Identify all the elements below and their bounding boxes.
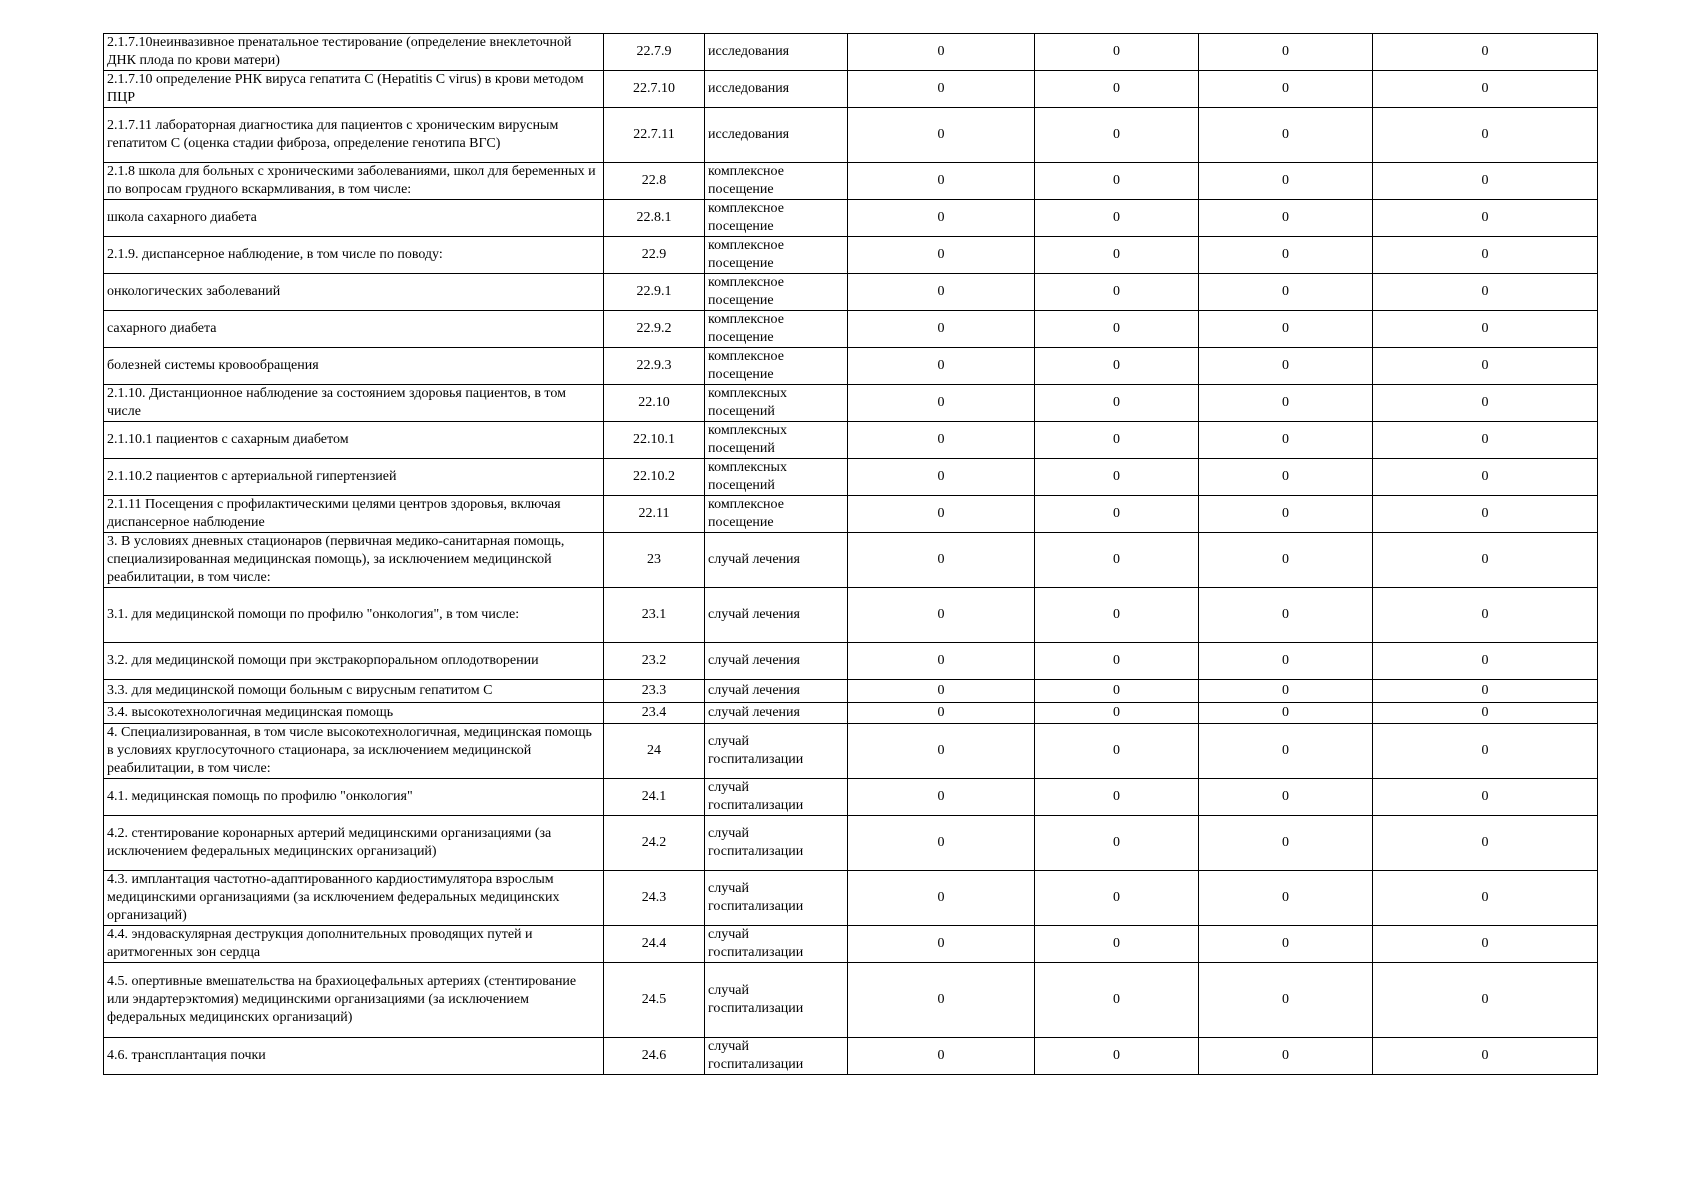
table-row xyxy=(104,779,1598,816)
value-cell: 0 xyxy=(1035,1038,1199,1075)
row-code-cell: 22.7.10 xyxy=(604,71,705,108)
row-code-cell: 22.9.1 xyxy=(604,274,705,311)
value-cell: 0 xyxy=(1373,311,1598,348)
value-cell: 0 xyxy=(1199,108,1373,163)
value-cell: 0 xyxy=(1035,200,1199,237)
value-cell: 0 xyxy=(848,588,1035,643)
unit-cell: случай лечения xyxy=(705,703,848,724)
value-cell: 0 xyxy=(848,533,1035,588)
value-cell: 0 xyxy=(1035,963,1199,1038)
unit-cell: комплексное посещение xyxy=(705,200,848,237)
value-cell: 0 xyxy=(848,926,1035,963)
value-cell: 0 xyxy=(1199,724,1373,779)
table-row xyxy=(104,459,1598,496)
table-row xyxy=(104,200,1598,237)
value-cell: 0 xyxy=(848,274,1035,311)
indicator-name-cell: 2.1.11 Посещения с профилактическими целями центров здоровья, включая диспансерное наблюдение xyxy=(104,496,604,533)
value-cell: 0 xyxy=(848,311,1035,348)
unit-cell: комплексных посещений xyxy=(705,459,848,496)
value-cell: 0 xyxy=(848,643,1035,680)
table-row xyxy=(104,163,1598,200)
table-row xyxy=(104,422,1598,459)
value-cell: 0 xyxy=(1373,422,1598,459)
indicator-name-cell: 2.1.10.1 пациентов с сахарным диабетом xyxy=(104,422,604,459)
value-cell: 0 xyxy=(848,1038,1035,1075)
table-row xyxy=(104,274,1598,311)
value-cell: 0 xyxy=(848,724,1035,779)
value-cell: 0 xyxy=(1199,871,1373,926)
unit-cell: случай лечения xyxy=(705,680,848,703)
value-cell: 0 xyxy=(1199,385,1373,422)
table-row xyxy=(104,237,1598,274)
value-cell: 0 xyxy=(1373,496,1598,533)
row-code-cell: 24.5 xyxy=(604,963,705,1038)
unit-cell: комплексное посещение xyxy=(705,163,848,200)
table-row xyxy=(104,496,1598,533)
indicator-name-cell: школа сахарного диабета xyxy=(104,200,604,237)
value-cell: 0 xyxy=(848,963,1035,1038)
unit-cell: случай лечения xyxy=(705,533,848,588)
value-cell: 0 xyxy=(1373,274,1598,311)
indicator-name-cell: болезней системы кровообращения xyxy=(104,348,604,385)
value-cell: 0 xyxy=(1373,108,1598,163)
value-cell: 0 xyxy=(1373,779,1598,816)
unit-cell: случай госпитализации xyxy=(705,779,848,816)
row-code-cell: 22.10.2 xyxy=(604,459,705,496)
value-cell: 0 xyxy=(1199,963,1373,1038)
row-code-cell: 22.8 xyxy=(604,163,705,200)
row-code-cell: 22.9 xyxy=(604,237,705,274)
unit-cell: комплексное посещение xyxy=(705,496,848,533)
table-row xyxy=(104,926,1598,963)
value-cell: 0 xyxy=(1373,1038,1598,1075)
value-cell: 0 xyxy=(1199,533,1373,588)
row-code-cell: 23.4 xyxy=(604,703,705,724)
indicator-name-cell: 4.4. эндоваскулярная деструкция дополнительных проводящих путей и аритмогенных зон сердца xyxy=(104,926,604,963)
table-row xyxy=(104,871,1598,926)
unit-cell: комплексное посещение xyxy=(705,311,848,348)
value-cell: 0 xyxy=(848,163,1035,200)
value-cell: 0 xyxy=(1199,703,1373,724)
value-cell: 0 xyxy=(1373,237,1598,274)
value-cell: 0 xyxy=(1199,71,1373,108)
value-cell: 0 xyxy=(1035,680,1199,703)
row-code-cell: 22.10 xyxy=(604,385,705,422)
value-cell: 0 xyxy=(1373,816,1598,871)
value-cell: 0 xyxy=(1199,200,1373,237)
value-cell: 0 xyxy=(1373,680,1598,703)
row-code-cell: 23.3 xyxy=(604,680,705,703)
value-cell: 0 xyxy=(1035,108,1199,163)
data-table xyxy=(103,33,1598,1075)
value-cell: 0 xyxy=(848,496,1035,533)
indicator-name-cell: 4.3. имплантация частотно-адаптированного кардиостимулятора взрослым медицинскими организациями (за исключением федеральных медицинских организаций) xyxy=(104,871,604,926)
unit-cell: комплексное посещение xyxy=(705,274,848,311)
unit-cell: исследования xyxy=(705,34,848,71)
table-row xyxy=(104,816,1598,871)
row-code-cell: 22.7.11 xyxy=(604,108,705,163)
table-row xyxy=(104,311,1598,348)
row-code-cell: 22.7.9 xyxy=(604,34,705,71)
indicator-name-cell: 4.1. медицинская помощь по профилю "онкология" xyxy=(104,779,604,816)
value-cell: 0 xyxy=(1373,163,1598,200)
unit-cell: исследования xyxy=(705,108,848,163)
indicator-name-cell: 2.1.9. диспансерное наблюдение, в том числе по поводу: xyxy=(104,237,604,274)
indicator-name-cell: 4.6. трансплантация почки xyxy=(104,1038,604,1075)
table-row xyxy=(104,385,1598,422)
indicator-name-cell: 2.1.7.10неинвазивное пренатальное тестирование (определение внеклеточной ДНК плода по крови матери) xyxy=(104,34,604,71)
value-cell: 0 xyxy=(1035,348,1199,385)
unit-cell: случай госпитализации xyxy=(705,816,848,871)
table-row xyxy=(104,533,1598,588)
indicator-name-cell: 3.2. для медицинской помощи при экстракорпоральном оплодотворении xyxy=(104,643,604,680)
table-row xyxy=(104,34,1598,71)
indicator-name-cell: 4.2. стентирование коронарных артерий медицинскими организациями (за исключением федеральных медицинских организаций) xyxy=(104,816,604,871)
value-cell: 0 xyxy=(848,108,1035,163)
value-cell: 0 xyxy=(1035,703,1199,724)
value-cell: 0 xyxy=(1199,680,1373,703)
value-cell: 0 xyxy=(1199,34,1373,71)
row-code-cell: 24.3 xyxy=(604,871,705,926)
value-cell: 0 xyxy=(1199,237,1373,274)
table-row xyxy=(104,348,1598,385)
row-code-cell: 22.9.2 xyxy=(604,311,705,348)
value-cell: 0 xyxy=(1035,385,1199,422)
row-code-cell: 23.2 xyxy=(604,643,705,680)
value-cell: 0 xyxy=(1373,724,1598,779)
unit-cell: случай госпитализации xyxy=(705,1038,848,1075)
value-cell: 0 xyxy=(848,816,1035,871)
unit-cell: случай госпитализации xyxy=(705,963,848,1038)
row-code-cell: 24.6 xyxy=(604,1038,705,1075)
row-code-cell: 24.2 xyxy=(604,816,705,871)
value-cell: 0 xyxy=(1035,71,1199,108)
row-code-cell: 23 xyxy=(604,533,705,588)
value-cell: 0 xyxy=(848,680,1035,703)
value-cell: 0 xyxy=(1199,779,1373,816)
value-cell: 0 xyxy=(1199,163,1373,200)
indicator-name-cell: 3.4. высокотехнологичная медицинская помощь xyxy=(104,703,604,724)
value-cell: 0 xyxy=(1373,703,1598,724)
table-sheet xyxy=(103,33,1598,1075)
value-cell: 0 xyxy=(1199,588,1373,643)
value-cell: 0 xyxy=(1199,643,1373,680)
value-cell: 0 xyxy=(848,200,1035,237)
value-cell: 0 xyxy=(1373,459,1598,496)
row-code-cell: 24.4 xyxy=(604,926,705,963)
unit-cell: случай госпитализации xyxy=(705,871,848,926)
indicator-name-cell: 3.3. для медицинской помощи больным с вирусным гепатитом С xyxy=(104,680,604,703)
value-cell: 0 xyxy=(1035,588,1199,643)
value-cell: 0 xyxy=(848,459,1035,496)
value-cell: 0 xyxy=(848,871,1035,926)
value-cell: 0 xyxy=(1373,200,1598,237)
row-code-cell: 22.10.1 xyxy=(604,422,705,459)
value-cell: 0 xyxy=(1199,496,1373,533)
value-cell: 0 xyxy=(1199,311,1373,348)
unit-cell: случай госпитализации xyxy=(705,724,848,779)
table-row xyxy=(104,680,1598,703)
value-cell: 0 xyxy=(1373,963,1598,1038)
row-code-cell: 24.1 xyxy=(604,779,705,816)
value-cell: 0 xyxy=(1035,274,1199,311)
value-cell: 0 xyxy=(848,779,1035,816)
unit-cell: комплексных посещений xyxy=(705,422,848,459)
value-cell: 0 xyxy=(1035,724,1199,779)
value-cell: 0 xyxy=(1035,496,1199,533)
value-cell: 0 xyxy=(1035,163,1199,200)
unit-cell: исследования xyxy=(705,71,848,108)
table-row xyxy=(104,724,1598,779)
value-cell: 0 xyxy=(1199,459,1373,496)
value-cell: 0 xyxy=(1035,34,1199,71)
row-code-cell: 22.9.3 xyxy=(604,348,705,385)
value-cell: 0 xyxy=(848,703,1035,724)
indicator-name-cell: сахарного диабета xyxy=(104,311,604,348)
value-cell: 0 xyxy=(1035,871,1199,926)
indicator-name-cell: 2.1.7.10 определение РНК вируса гепатита С (Hepatitis C virus) в крови методом ПЦР xyxy=(104,71,604,108)
value-cell: 0 xyxy=(1373,533,1598,588)
table-row xyxy=(104,588,1598,643)
table-row xyxy=(104,643,1598,680)
table-row xyxy=(104,1038,1598,1075)
value-cell: 0 xyxy=(1373,871,1598,926)
value-cell: 0 xyxy=(1373,71,1598,108)
value-cell: 0 xyxy=(1199,1038,1373,1075)
value-cell: 0 xyxy=(1035,926,1199,963)
value-cell: 0 xyxy=(1035,311,1199,348)
value-cell: 0 xyxy=(1035,533,1199,588)
value-cell: 0 xyxy=(1199,926,1373,963)
value-cell: 0 xyxy=(1373,926,1598,963)
unit-cell: случай лечения xyxy=(705,643,848,680)
value-cell: 0 xyxy=(1199,816,1373,871)
table-body xyxy=(104,34,1598,1075)
table-row xyxy=(104,71,1598,108)
indicator-name-cell: 2.1.8 школа для больных с хроническими заболеваниями, школ для беременных и по вопросам грудного вскармливания, в том числе: xyxy=(104,163,604,200)
value-cell: 0 xyxy=(1373,34,1598,71)
indicator-name-cell: 2.1.10. Дистанционное наблюдение за состоянием здоровья пациентов, в том числе xyxy=(104,385,604,422)
indicator-name-cell: 3. В условиях дневных стационаров (первичная медико-санитарная помощь, специализированная медицинская помощь), за исключением медицинской реабилитации, в том числе: xyxy=(104,533,604,588)
table-row xyxy=(104,963,1598,1038)
unit-cell: комплексных посещений xyxy=(705,385,848,422)
unit-cell: случай лечения xyxy=(705,588,848,643)
value-cell: 0 xyxy=(848,237,1035,274)
value-cell: 0 xyxy=(1199,274,1373,311)
value-cell: 0 xyxy=(848,71,1035,108)
indicator-name-cell: 2.1.7.11 лабораторная диагностика для пациентов с хроническим вирусным гепатитом С (оценка стадии фиброза, определение генотипа ВГС) xyxy=(104,108,604,163)
value-cell: 0 xyxy=(848,34,1035,71)
row-code-cell: 24 xyxy=(604,724,705,779)
table-row xyxy=(104,703,1598,724)
value-cell: 0 xyxy=(848,348,1035,385)
value-cell: 0 xyxy=(1035,459,1199,496)
value-cell: 0 xyxy=(1199,348,1373,385)
value-cell: 0 xyxy=(1035,643,1199,680)
value-cell: 0 xyxy=(1373,385,1598,422)
table-row xyxy=(104,108,1598,163)
value-cell: 0 xyxy=(848,385,1035,422)
value-cell: 0 xyxy=(1373,643,1598,680)
value-cell: 0 xyxy=(1199,422,1373,459)
row-code-cell: 23.1 xyxy=(604,588,705,643)
unit-cell: комплексное посещение xyxy=(705,348,848,385)
value-cell: 0 xyxy=(848,422,1035,459)
row-code-cell: 22.8.1 xyxy=(604,200,705,237)
value-cell: 0 xyxy=(1035,237,1199,274)
value-cell: 0 xyxy=(1373,588,1598,643)
unit-cell: комплексное посещение xyxy=(705,237,848,274)
value-cell: 0 xyxy=(1035,779,1199,816)
value-cell: 0 xyxy=(1373,348,1598,385)
indicator-name-cell: 2.1.10.2 пациентов с артериальной гипертензией xyxy=(104,459,604,496)
indicator-name-cell: онкологических заболеваний xyxy=(104,274,604,311)
indicator-name-cell: 3.1. для медицинской помощи по профилю "онкология", в том числе: xyxy=(104,588,604,643)
value-cell: 0 xyxy=(1035,816,1199,871)
value-cell: 0 xyxy=(1035,422,1199,459)
indicator-name-cell: 4. Специализированная, в том числе высокотехнологичная, медицинская помощь в условиях круглосуточного стационара, за исключением медицинской реабилитации, в том числе: xyxy=(104,724,604,779)
row-code-cell: 22.11 xyxy=(604,496,705,533)
unit-cell: случай госпитализации xyxy=(705,926,848,963)
indicator-name-cell: 4.5. опертивные вмешательства на брахиоцефальных артериях (стентирование или эндартерэктомия) медицинскими организациями (за исключением федеральных медицинских организаций) xyxy=(104,963,604,1038)
